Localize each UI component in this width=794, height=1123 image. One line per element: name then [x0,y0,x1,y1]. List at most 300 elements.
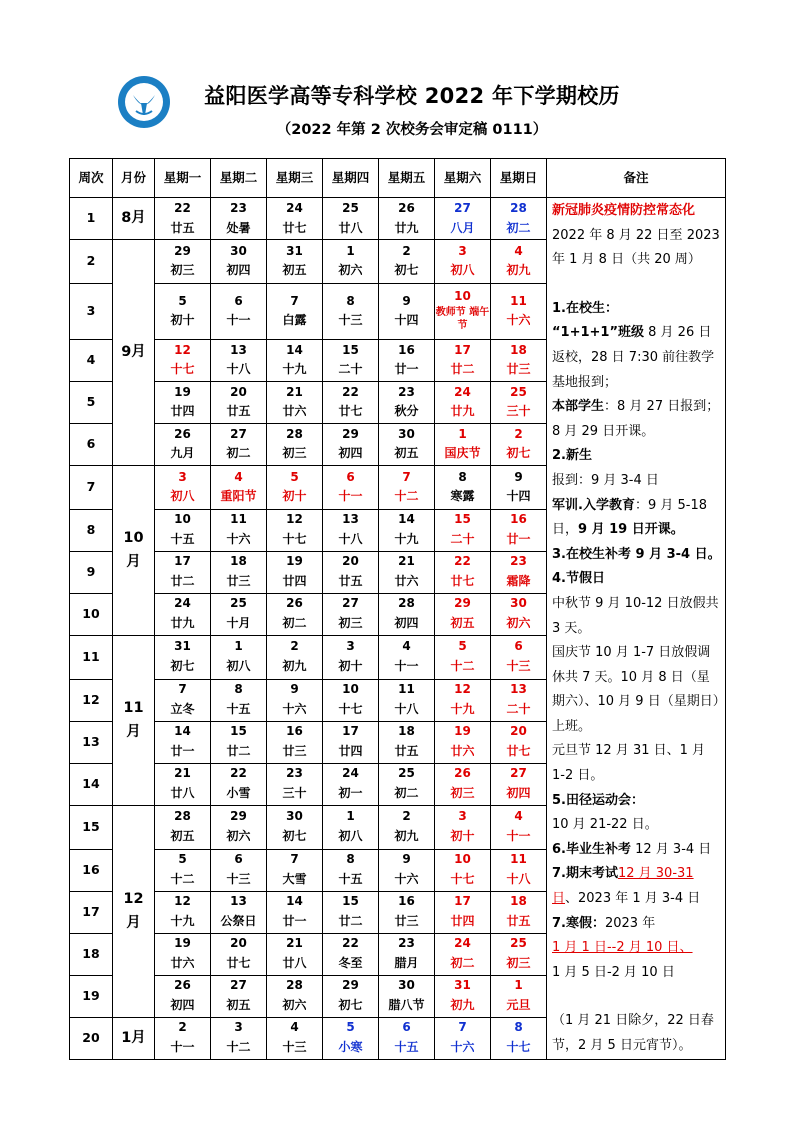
lunar-label: 十九 [170,914,195,929]
header-cell: 星期六 [435,159,491,198]
lunar-label: 腊八节 [388,998,425,1013]
day-cell [323,763,379,805]
day-number: 5 [178,293,187,308]
notes-military-line [552,494,722,543]
day-number: 4 [402,639,411,654]
day-cell [267,635,323,679]
day-number: 21 [398,554,415,569]
day-cell [491,593,547,635]
day-cell [435,975,491,1017]
lunar-label: 十一 [226,313,251,328]
day-cell [379,805,435,849]
day-cell [267,805,323,849]
lunar-label: 初九 [506,263,531,278]
day-cell [379,381,435,423]
lunar-label: 廿五 [170,220,195,235]
day-cell [435,679,491,721]
day-cell [379,465,435,509]
day-cell [435,593,491,635]
day-number: 8 [346,293,355,308]
day-number: 1 [346,243,355,258]
lunar-label: 廿三 [506,362,531,377]
lunar-label: 十八 [226,362,251,377]
lunar-label: 廿一 [394,362,419,377]
day-number: 23 [286,766,303,781]
header-cell: 星期二 [211,159,267,198]
day-number: 27 [454,200,471,215]
notes-midautumn-line: 中秋节 9 月 10-12 日放假共 3 天。 [552,595,719,636]
day-number: 28 [398,596,415,611]
day-number: 12 [174,342,191,357]
lunar-label: 廿七 [450,574,475,589]
header-cell: 星期三 [267,159,323,198]
month-cell: 1月 [113,1017,155,1059]
week-number: 7 [70,465,113,509]
day-number: 18 [398,724,415,739]
day-cell [379,593,435,635]
day-cell [267,679,323,721]
day-number: 27 [510,766,527,781]
day-cell [323,423,379,465]
day-cell [211,339,267,381]
lunar-label: 初二 [282,616,307,631]
day-number: 13 [510,682,527,697]
notes-register-line: 报到：9 月 3-4 日 [552,472,659,488]
lunar-label: 教师节 端午节 [435,307,490,332]
lunar-label: 初四 [394,616,419,631]
day-number: 13 [230,894,247,909]
day-number: 19 [286,554,303,569]
day-cell [491,381,547,423]
day-cell [435,198,491,240]
day-number: 12 [454,682,471,697]
lunar-label: 十四 [506,489,531,504]
lunar-label: 国庆节 [444,446,481,461]
day-number: 25 [342,200,359,215]
day-number: 29 [342,978,359,993]
day-cell [267,721,323,763]
lunar-label: 十一 [170,1040,195,1055]
day-number: 26 [398,200,415,215]
day-cell [155,465,211,509]
lunar-label: 初九 [282,659,307,674]
notes-class-text: 8 月 26 日返校，28 日 7:30 前往教学基地报到； [552,325,715,390]
lunar-label: 十三 [282,1040,307,1055]
day-cell [491,551,547,593]
lunar-label: 小雪 [226,786,251,801]
lunar-label: 冬至 [338,956,363,971]
notes-winter-range: 1 月 5 日-2 月 10 日 [552,964,675,980]
day-cell [435,240,491,284]
school-calendar-table [69,158,726,1060]
day-number: 12 [286,512,303,527]
lunar-label: 初六 [226,829,251,844]
lunar-label: 初三 [506,956,531,971]
lunar-label: 十三 [226,872,251,887]
day-cell [491,283,547,339]
day-cell [491,679,547,721]
header-cell: 星期日 [491,159,547,198]
lunar-label: 十七 [170,362,195,377]
day-number: 20 [230,936,247,951]
day-cell [211,805,267,849]
lunar-label: 初二 [226,446,251,461]
month-cell: 8月 [113,198,155,240]
lunar-label: 十二 [170,872,195,887]
day-cell [491,240,547,284]
day-number: 22 [454,554,471,569]
lunar-label: 白露 [282,313,307,328]
lunar-label: 十五 [394,1040,419,1055]
notes-heading-sports: 5.田径运动会： [552,792,644,808]
day-cell [155,891,211,933]
header-cell: 月份 [113,159,155,198]
day-number: 8 [458,469,467,484]
day-cell [435,763,491,805]
day-cell [155,593,211,635]
lunar-label: 廿一 [506,532,531,547]
day-number: 3 [346,639,355,654]
lunar-label: 初六 [282,998,307,1013]
week-number: 18 [70,933,113,975]
day-number: 18 [230,554,247,569]
week-number: 15 [70,805,113,849]
day-cell [267,423,323,465]
notes-makeup-line [552,543,722,568]
day-number: 25 [230,596,247,611]
day-cell [491,339,547,381]
month-cell: 12月 [113,805,155,1017]
day-number: 19 [174,384,191,399]
lunar-label: 初八 [226,659,251,674]
header-row [70,159,726,198]
lunar-label: 初七 [338,998,363,1013]
week-number: 19 [70,975,113,1017]
lunar-label: 初七 [506,446,531,461]
day-number: 19 [454,724,471,739]
lunar-label: 二十 [506,702,531,717]
day-cell [491,805,547,849]
day-number: 1 [234,639,243,654]
day-number: 14 [398,512,415,527]
lunar-label: 廿七 [226,956,251,971]
lunar-label: 廿九 [170,616,195,631]
lunar-label: 十五 [338,872,363,887]
lunar-label: 初八 [338,829,363,844]
day-cell [211,721,267,763]
day-number: 20 [510,724,527,739]
day-number: 23 [510,554,527,569]
day-number: 21 [174,766,191,781]
header-cell: 星期一 [155,159,211,198]
lunar-label: 初十 [282,489,307,504]
day-number: 30 [286,809,303,824]
day-cell [267,593,323,635]
day-cell [323,805,379,849]
day-number: 24 [342,766,359,781]
week-number: 1 [70,198,113,240]
day-cell [491,509,547,551]
lunar-label: 初三 [450,786,475,801]
day-number: 22 [230,766,247,781]
lunar-label: 廿四 [450,914,475,929]
day-cell [435,465,491,509]
day-cell [379,933,435,975]
day-cell [211,1017,267,1059]
day-number: 15 [454,512,471,527]
day-number: 6 [234,852,243,867]
day-cell [379,849,435,891]
lunar-label: 十五 [226,702,251,717]
day-cell [267,933,323,975]
day-cell [379,509,435,551]
notes-main-campus-line [552,395,722,444]
day-cell [155,805,211,849]
day-cell [491,891,547,933]
day-cell [491,423,547,465]
day-cell [323,679,379,721]
day-cell [323,509,379,551]
day-cell [379,339,435,381]
week-number: 12 [70,679,113,721]
header-cell: 备注 [547,159,726,198]
day-number: 8 [514,1020,523,1035]
day-number: 1 [458,426,467,441]
day-cell [211,465,267,509]
header-cell: 星期四 [323,159,379,198]
day-number: 16 [286,724,303,739]
day-cell [435,551,491,593]
notes-military-text: ：9 月 5-18 日， [552,497,707,538]
week-number: 10 [70,593,113,635]
day-number: 17 [454,894,471,909]
day-number: 10 [342,682,359,697]
notes-cell [547,198,726,1060]
day-number: 27 [230,978,247,993]
notes-makeup-date: 9 月 3-4 日。 [630,546,721,562]
lunar-label: 二十 [338,362,363,377]
page-title: 益阳医学高等专科学校 2022 年下学期校历 [204,84,620,108]
day-cell [211,849,267,891]
lunar-label: 十七 [450,872,475,887]
day-cell [379,240,435,284]
day-number: 27 [230,426,247,441]
day-number: 13 [342,512,359,527]
day-number: 23 [230,200,247,215]
lunar-label: 十七 [506,1040,531,1055]
week-number: 16 [70,849,113,891]
lunar-label: 初三 [170,263,195,278]
day-cell [323,635,379,679]
day-cell [435,423,491,465]
lunar-label: 初九 [450,998,475,1013]
lunar-label: 廿三 [282,744,307,759]
day-cell [379,635,435,679]
day-number: 3 [234,1020,243,1035]
day-number: 2 [402,809,411,824]
day-number: 30 [510,596,527,611]
day-number: 14 [286,342,303,357]
day-cell [435,891,491,933]
day-cell [491,763,547,805]
day-cell [155,1017,211,1059]
day-number: 10 [454,852,471,867]
day-cell [491,465,547,509]
lunar-label: 十九 [282,362,307,377]
day-number: 25 [510,936,527,951]
lunar-label: 十三 [338,313,363,328]
day-cell [211,635,267,679]
day-number: 7 [290,293,299,308]
lunar-label: 廿四 [170,404,195,419]
notes-winter-year: 2023 年 [604,915,656,931]
notes-main-text: ：8 月 27 日报到；8 月 29 日开课。 [552,399,720,439]
lunar-label: 廿六 [170,956,195,971]
day-number: 17 [342,724,359,739]
day-number: 22 [342,384,359,399]
lunar-label: 十一 [338,489,363,504]
lunar-label: 霜降 [506,574,531,589]
notes-national-day-line: 国庆节 10 月 1-7 日放假调休共 7 天。10 月 8 日（星期六）、10 月 9 日（星期日）上班。 [552,645,720,734]
lunar-label: 初五 [282,263,307,278]
day-number: 7 [290,852,299,867]
lunar-label: 十六 [450,1040,475,1055]
day-number: 1 [514,978,523,993]
day-cell [491,721,547,763]
lunar-label: 初二 [394,786,419,801]
day-cell [379,975,435,1017]
notes-military-label: 军训.入学教育 [552,497,635,513]
day-number: 9 [290,682,299,697]
day-cell [155,509,211,551]
lunar-label: 初九 [394,829,419,844]
day-cell [435,283,491,339]
day-cell [379,1017,435,1059]
lunar-label: 公祭日 [220,914,257,929]
notes-winter-old-range: 1 月 1 日--2 月 10 日、 [552,940,693,956]
day-number: 26 [174,978,191,993]
lunar-label: 初五 [170,829,195,844]
lunar-label: 廿四 [282,574,307,589]
lunar-label: 寒露 [450,489,475,504]
lunar-label: 廿八 [282,956,307,971]
lunar-label: 初五 [394,446,419,461]
lunar-label: 十九 [450,702,475,717]
lunar-label: 初四 [226,263,251,278]
day-cell [435,721,491,763]
lunar-label: 廿二 [450,362,475,377]
day-cell [379,891,435,933]
day-cell [211,198,267,240]
day-cell [267,849,323,891]
week-number: 9 [70,551,113,593]
day-number: 5 [290,469,299,484]
lunar-label: 廿一 [282,914,307,929]
week-number: 2 [70,240,113,284]
day-cell [435,849,491,891]
day-cell [435,933,491,975]
lunar-label: 初四 [338,446,363,461]
day-number: 28 [510,200,527,215]
day-number: 15 [342,894,359,909]
notes-graduate-makeup-line [552,838,722,863]
day-number: 16 [398,342,415,357]
lunar-label: 初八 [450,263,475,278]
day-number: 13 [230,342,247,357]
lunar-label: 十七 [338,702,363,717]
day-cell [379,423,435,465]
day-cell [435,635,491,679]
day-cell [267,975,323,1017]
notes-exam-label: 7.期末考试 [552,866,618,882]
day-cell [491,975,547,1017]
day-number: 9 [402,293,411,308]
lunar-label: 八月 [450,220,475,235]
lunar-label: 初十 [338,659,363,674]
week-row [70,198,726,240]
day-cell [155,283,211,339]
day-cell [323,551,379,593]
notes-class-line [552,321,722,395]
day-cell [323,933,379,975]
day-cell [323,465,379,509]
lunar-label: 三十 [282,786,307,801]
lunar-label: 初一 [338,786,363,801]
day-number: 4 [514,809,523,824]
day-number: 8 [346,852,355,867]
day-number: 21 [286,936,303,951]
day-number: 27 [342,596,359,611]
week-number: 6 [70,423,113,465]
day-cell [211,423,267,465]
day-number: 19 [174,936,191,951]
lunar-label: 十六 [282,702,307,717]
day-number: 4 [290,1020,299,1035]
lunar-label: 十一 [394,659,419,674]
notes-heading-students: 1.在校生： [552,300,618,316]
day-cell [267,339,323,381]
day-number: 16 [510,512,527,527]
lunar-label: 初三 [282,446,307,461]
lunar-label: 廿五 [394,744,419,759]
day-number: 31 [454,978,471,993]
lunar-label: 初六 [506,616,531,631]
lunar-label: 廿七 [338,404,363,419]
notes-heading-holidays: 4.节假日 [552,571,605,587]
lunar-label: 十八 [506,872,531,887]
lunar-label: 初七 [394,263,419,278]
day-number: 23 [398,384,415,399]
day-number: 24 [286,200,303,215]
day-cell [379,679,435,721]
day-cell [267,509,323,551]
lunar-label: 廿三 [226,574,251,589]
day-number: 26 [174,426,191,441]
day-cell [211,551,267,593]
lunar-label: 十二 [450,659,475,674]
day-cell [435,339,491,381]
notes-festival-line: （1 月 21 日除夕，22 日春节，2 月 5 日元宵节）。 [552,1013,714,1053]
day-number: 5 [178,852,187,867]
day-number: 26 [454,766,471,781]
day-number: 2 [178,1020,187,1035]
lunar-label: 初四 [170,998,195,1013]
day-number: 25 [398,766,415,781]
day-cell [267,198,323,240]
day-number: 11 [398,682,415,697]
lunar-label: 十八 [338,532,363,547]
day-cell [155,240,211,284]
